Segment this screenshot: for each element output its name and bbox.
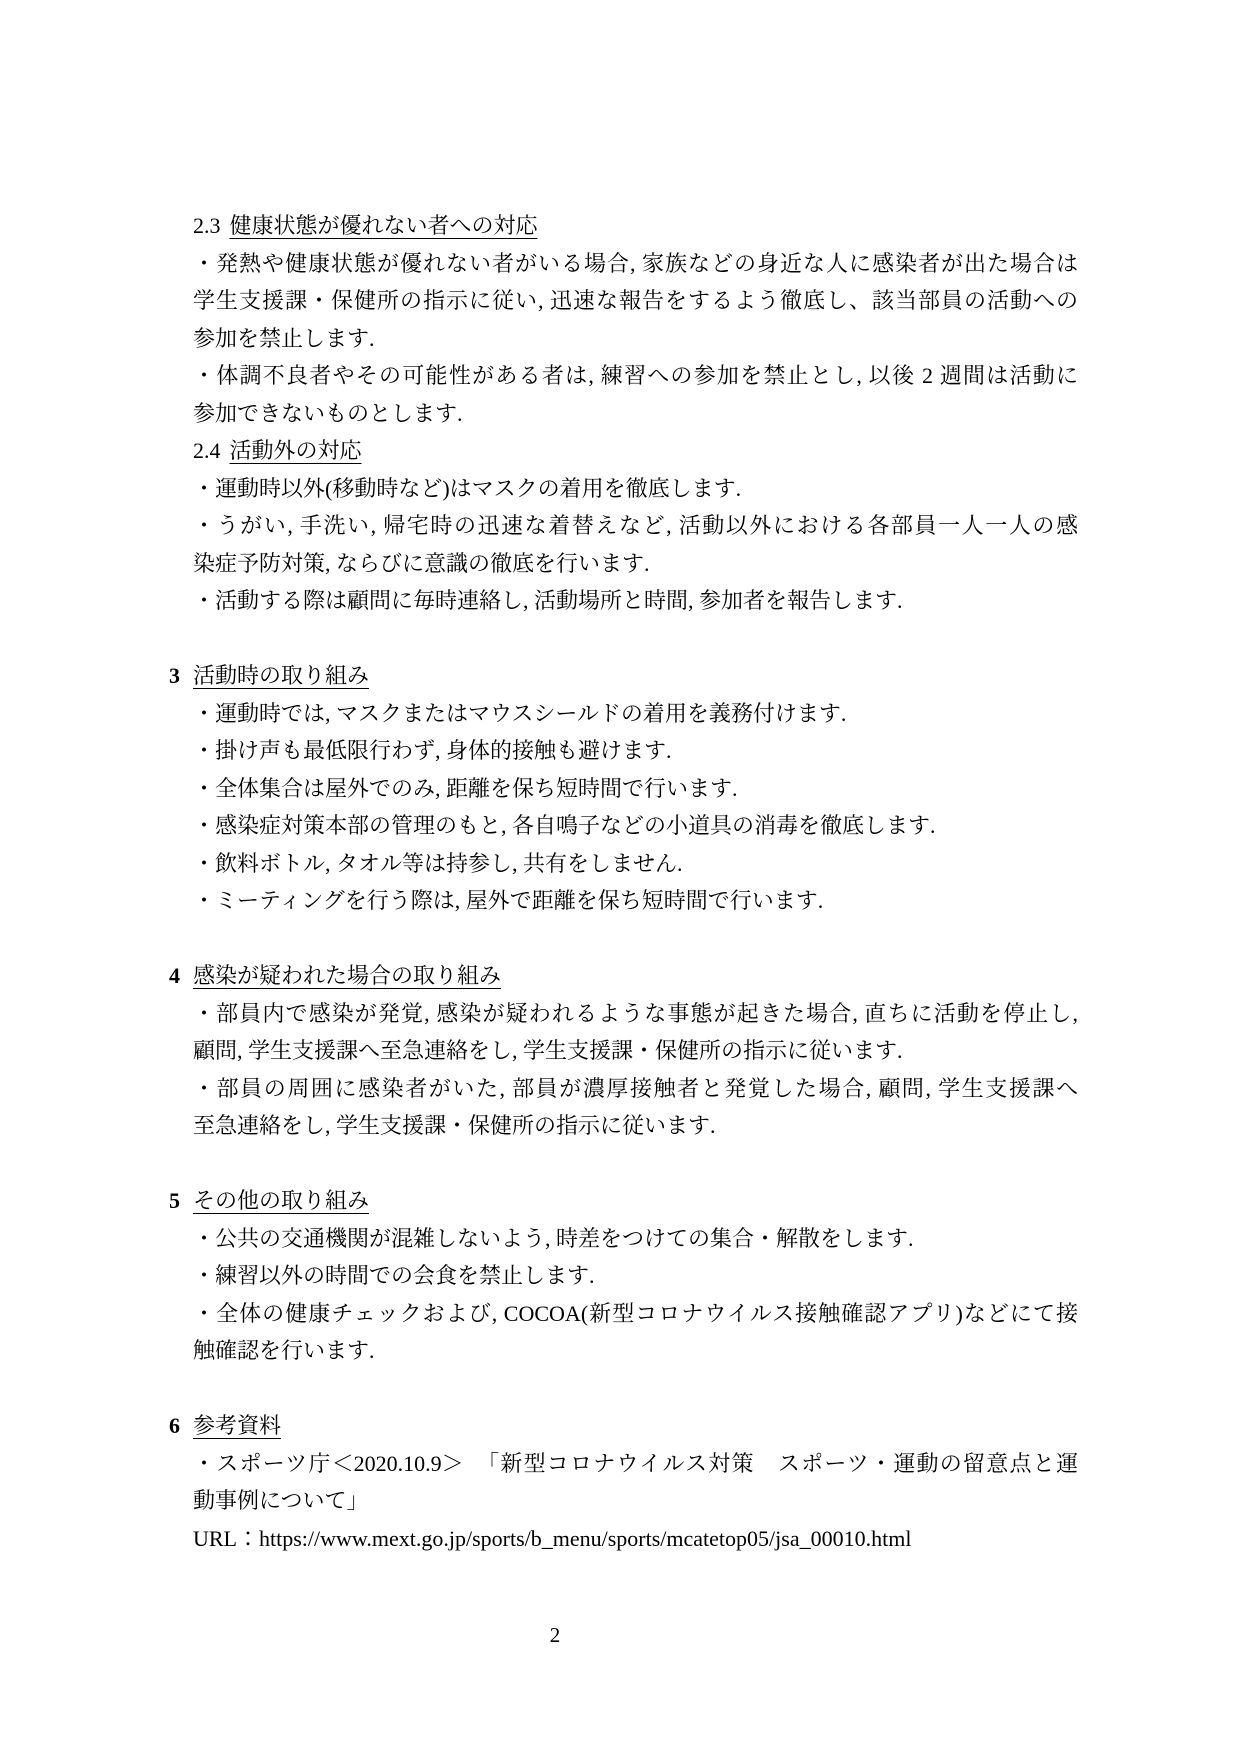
section-number: 5	[169, 1188, 180, 1213]
bullet-paragraph	[163, 995, 1078, 1070]
section-heading	[163, 1407, 1078, 1445]
bullet-paragraph	[163, 845, 1078, 883]
bullet-paragraph	[163, 245, 1078, 358]
bullet-paragraph	[163, 807, 1078, 845]
section-heading	[163, 657, 1078, 695]
text-line: ・飲料ボトル, タオル等は持参し, 共有をしません.	[193, 850, 683, 876]
bullet-paragraph	[163, 582, 1078, 620]
page-footer	[0, 1621, 1110, 1649]
text-line: 至急連絡をし, 学生支援課・保健所の指示に従います.	[193, 1113, 716, 1138]
text-line: ・スポーツ庁＜2020.10.9＞ 「新型コロナウイルス対策 スポーツ・運動の留意点と運	[193, 1450, 1078, 1476]
section-title: 参考資料	[193, 1413, 282, 1438]
section-heading	[193, 207, 1078, 245]
section-2.4	[163, 432, 1078, 620]
bullet-paragraph	[163, 357, 1078, 432]
text-line: 動事例について」	[193, 1488, 369, 1513]
page-number: 2	[549, 1623, 561, 1647]
section-title: 健康状態が優れない者への対応	[229, 213, 538, 238]
text-line: ・公共の交通機関が混雑しないよう, 時差をつけての集合・解散をします.	[193, 1225, 914, 1251]
section-title: 感染が疑われた場合の取り組み	[193, 963, 502, 988]
text-line: 触確認を行います.	[193, 1338, 375, 1363]
section-heading	[193, 432, 1078, 470]
text-line: ・うがい, 手洗い, 帰宅時の迅速な着替えなど, 活動以外における各部員一人一人の感	[193, 513, 1078, 538]
section-3	[163, 657, 1078, 920]
text-line: ・運動時以外(移動時など)はマスクの着用を徹底します.	[193, 475, 742, 501]
section-2.3	[163, 207, 1078, 432]
text-line: 顧問, 学生支援課へ至急連絡をし, 学生支援課・保健所の指示に従います.	[193, 1038, 903, 1063]
text-line: ・運動時では, マスクまたはマウスシールドの着用を義務付けます.	[193, 700, 847, 726]
section-number: 3	[169, 663, 180, 688]
bullet-paragraph	[163, 507, 1078, 582]
text-line: ・体調不良者やその可能性がある者は, 練習への参加を禁止とし, 以後 2 週間は活動に	[193, 363, 1078, 388]
section-5	[163, 1182, 1078, 1370]
text-line: ・練習以外の時間での会食を禁止します.	[193, 1263, 595, 1288]
text-line: URL：https://www.mext.go.jp/sports/b_menu/sports/mcatetop05/jsa_00010.html	[193, 1525, 912, 1551]
plain-paragraph	[163, 1520, 1078, 1558]
bullet-paragraph	[163, 1070, 1078, 1145]
text-line: ・全体集合は屋外でのみ, 距離を保ち短時間で行います.	[193, 775, 738, 801]
section-4	[163, 957, 1078, 1145]
bullet-paragraph	[163, 1445, 1078, 1520]
text-line: ・感染症対策本部の管理のもと, 各自鳴子などの小道具の消毒を徹底します.	[193, 813, 936, 838]
section-number: 2.3	[193, 213, 221, 238]
section-number: 6	[169, 1413, 180, 1438]
bullet-paragraph	[163, 1295, 1078, 1370]
text-line: ・発熱や健康状態が優れない者がいる場合, 家族などの身近な人に感染者が出た場合は	[193, 250, 1078, 276]
text-line: ・部員内で感染が発覚, 感染が疑われるような事態が起きた場合, 直ちに活動を停止し,	[193, 1000, 1078, 1026]
section-title: 活動時の取り組み	[193, 663, 370, 688]
section-number: 2.4	[193, 438, 221, 463]
document-content	[163, 207, 1078, 1557]
bullet-paragraph	[163, 470, 1078, 508]
section-title: その他の取り組み	[193, 1188, 370, 1213]
bullet-paragraph	[163, 732, 1078, 770]
text-line: 染症予防対策, ならびに意識の徹底を行います.	[193, 550, 650, 576]
bullet-paragraph	[163, 882, 1078, 920]
text-line: 学生支援課・保健所の指示に従い, 迅速な報告をするよう徹底し、該当部員の活動への	[193, 288, 1078, 313]
text-line: ・部員の周囲に感染者がいた, 部員が濃厚接触者と発覚した場合, 顧問, 学生支援課へ	[193, 1075, 1078, 1101]
section-heading	[163, 1182, 1078, 1220]
bullet-paragraph	[163, 770, 1078, 808]
bullet-paragraph	[163, 1220, 1078, 1258]
section-number: 4	[169, 963, 180, 988]
bullet-paragraph	[163, 1257, 1078, 1295]
text-line: ・全体の健康チェックおよび, COCOA(新型コロナウイルス接触確認アプリ)などにて接	[193, 1300, 1078, 1326]
section-heading	[163, 957, 1078, 995]
text-line: 参加できないものとします.	[193, 400, 463, 426]
text-line: ・掛け声も最低限行わず, 身体的接触も避けます.	[193, 738, 672, 763]
section-title: 活動外の対応	[229, 438, 362, 463]
text-line: ・活動する際は顧問に毎時連絡し, 活動場所と時間, 参加者を報告します.	[193, 588, 903, 613]
text-line: ・ミーティングを行う際は, 屋外で距離を保ち短時間で行います.	[193, 888, 824, 913]
text-line: 参加を禁止します.	[193, 325, 375, 351]
bullet-paragraph	[163, 695, 1078, 733]
section-6	[163, 1407, 1078, 1557]
